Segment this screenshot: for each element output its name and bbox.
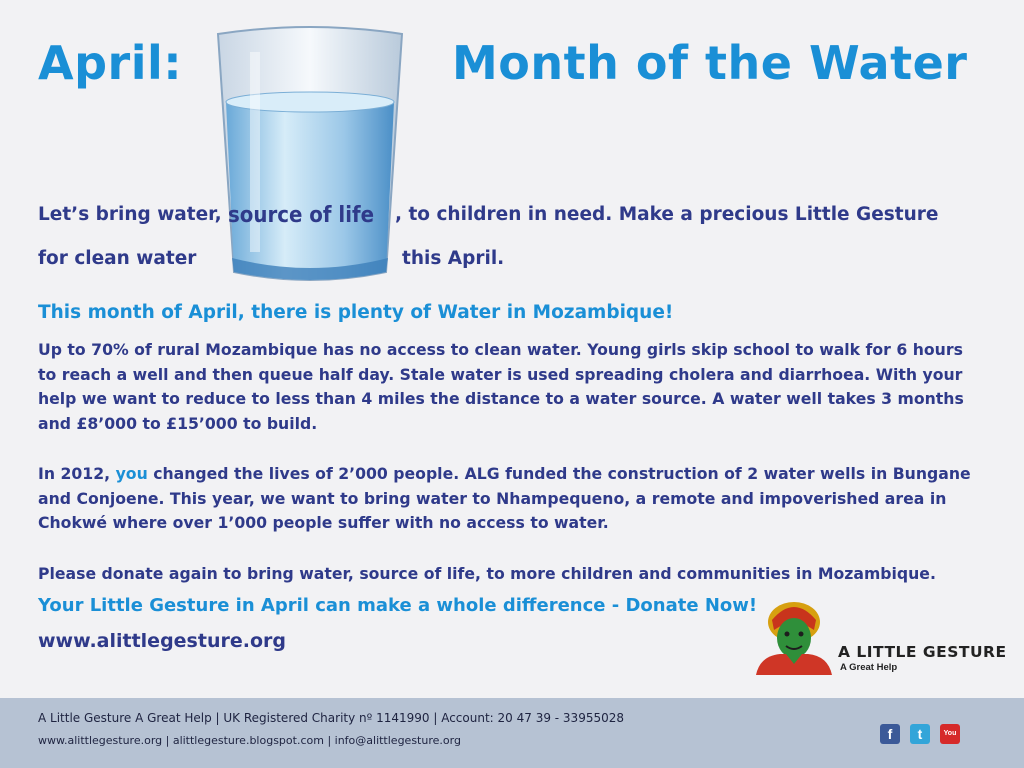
intro-line2-end: this April.: [402, 248, 505, 269]
intro-line2-start: for clean water: [38, 248, 197, 269]
paragraph-2-start: In 2012,: [38, 464, 116, 483]
water-glass-image: [210, 22, 410, 292]
title-left: April:: [38, 36, 183, 90]
footer-charity-info: A Little Gesture A Great Help | UK Registered Charity nº 1141990 | Account: 20 47 39 - 33955028: [38, 711, 624, 725]
glass-text-source-of-life: source of life: [228, 203, 375, 228]
paragraph-2: [38, 462, 978, 536]
intro-line1-start: Let’s bring water,: [38, 204, 222, 225]
website-link[interactable]: www.alittlegesture.org: [38, 630, 286, 652]
title-right: Month of the Water: [452, 36, 968, 90]
logo-tagline: A Great Help: [840, 662, 898, 673]
donate-call-to-action: Your Little Gesture in April can make a whole difference - Donate Now!: [38, 595, 758, 616]
intro-line1-end: , to children in need. Make a precious Little Gesture: [395, 204, 939, 225]
paragraph-2-end: changed the lives of 2’000 people. ALG funded the construction of 2 water wells in Bungane and Conjoene. This year, we want to bring water to Nhampequeno, a remote and impoverished area in Chokwé where over 1’000 people suffer with no access to water.: [38, 464, 971, 532]
paragraph-1: Up to 70% of rural Mozambique has no access to clean water. Young girls skip school to walk for 6 hours to reach a well and then queue half day. Stale water is used spreading cholera and diarrhoea. With your help we want to reduce to less than 4 miles the distance to a water source. A water well takes 3 months and £8’000 to £15’000 to build.: [38, 340, 964, 433]
youtube-icon[interactable]: You: [940, 724, 960, 744]
subheading: This month of April, there is plenty of Water in Mozambique!: [38, 302, 674, 323]
twitter-icon[interactable]: t: [910, 724, 930, 744]
logo-name: A LITTLE GESTURE: [838, 643, 1007, 661]
paragraph-2-highlight: you: [115, 464, 148, 483]
facebook-icon[interactable]: f: [880, 724, 900, 744]
footer-contact-links[interactable]: www.alittlegesture.org | alittlegesture.blogspot.com | info@alittlegesture.org: [38, 734, 461, 747]
footer-bar: [0, 698, 1024, 768]
paragraph-3: Please donate again to bring water, source of life, to more children and communities in Mozambique.: [38, 564, 936, 583]
